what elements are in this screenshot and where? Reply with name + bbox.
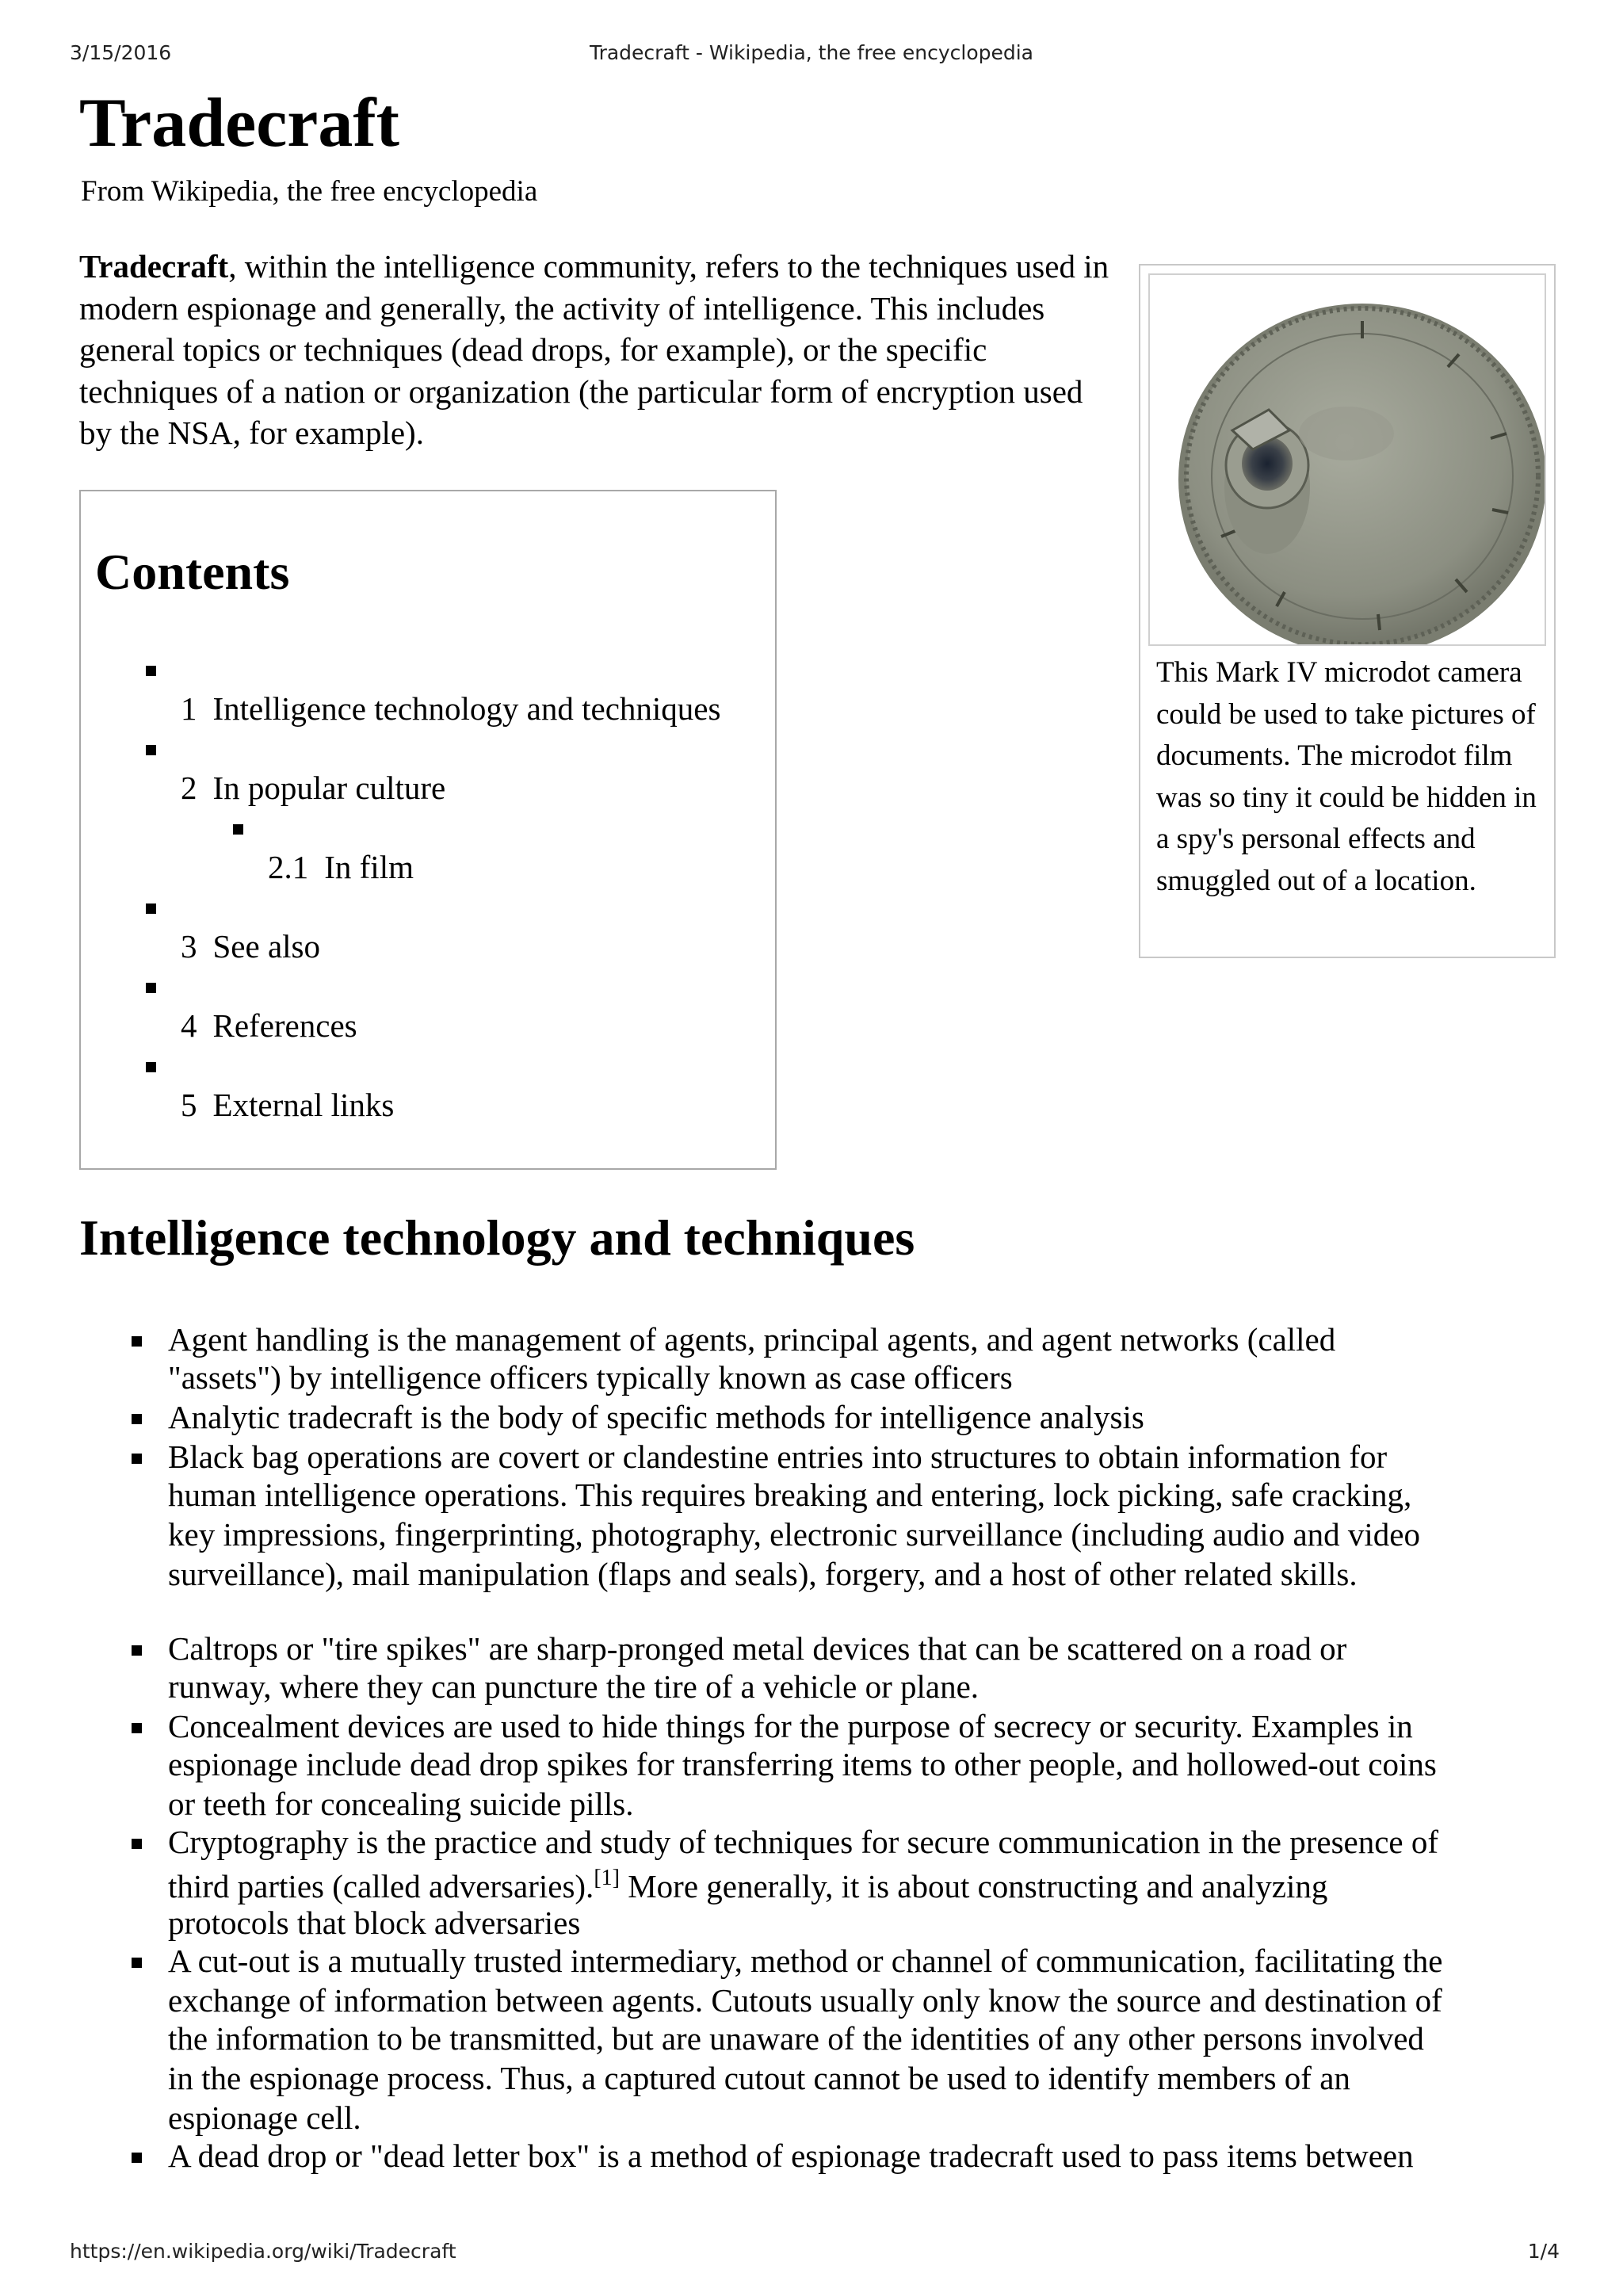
list-item-line (168, 2020, 1424, 2057)
list-item-line (168, 1826, 1438, 1859)
list-item-text: Cryptography is the practice and study of techniques for secure communication in the presence of (168, 1824, 1439, 1860)
toc-number: 1 (181, 690, 197, 727)
toc-label: References (212, 1007, 357, 1044)
list-item-line (168, 1867, 1327, 1903)
list-item-line (168, 1479, 1411, 1511)
toc-label: External links (212, 1087, 395, 1123)
print-page-number: 1/4 (1527, 2240, 1560, 2263)
list-item-line (168, 1558, 1358, 1591)
intro-text: , within the intelligence community, refers to the techniques used in modern espionage and generally, the activity of intelligence. This includes general topics or techniques (dead drops, for example), or the specific techniques of a nation or organization (the particular form of encryption used by the NSA, for example). (79, 248, 1109, 451)
list-bullet (132, 1336, 142, 1347)
list-item-line (168, 1321, 1336, 1358)
list-item-text: Concealment devices are used to hide things for the purpose of secrecy or security. Examples in (168, 1708, 1413, 1744)
list-item-line (168, 1710, 1413, 1743)
list-item-text: exchange of information between agents. Cutouts usually only know the source and destination of (168, 1982, 1442, 2019)
list-item-text: key impressions, fingerprinting, photography, electronic surveillance (including audio and video (168, 1516, 1420, 1553)
list-item-line (168, 1748, 1437, 1781)
list-item-text: the information to be transmitted, but are unaware of the identities of any other persons involved (168, 2020, 1424, 2057)
list-item-text: third parties (called adversaries). (168, 1868, 594, 1904)
page-tagline: From Wikipedia, the free encyclopedia (81, 175, 538, 208)
list-item-line (168, 1668, 980, 1705)
list-item-text: A dead drop or "dead letter box" is a method of espionage tradecraft used to pass items between (168, 2137, 1414, 2174)
toc-number: 3 (181, 928, 197, 965)
list-item-text: espionage include dead drop spikes for transferring items to other people, and hollowed-out coins (168, 1746, 1437, 1782)
list-bullet (132, 1839, 142, 1849)
list-item-text: human intelligence operations. This requires breaking and entering, lock picking, safe cracking, (168, 1477, 1412, 1513)
list-item-line (168, 1630, 1347, 1667)
toc-label: See also (212, 928, 320, 965)
list-bullet (132, 1454, 142, 1464)
list-item-text: in the espionage process. Thus, a captured cutout cannot be used to identify members of an (168, 2060, 1350, 2096)
list-item-line (168, 1945, 1442, 1977)
list-item-text: Black bag operations are covert or clandestine entries into structures to obtain information for (168, 1438, 1388, 1475)
toc-number: 4 (181, 1007, 197, 1044)
list-item-line (168, 1401, 1144, 1434)
toc-number: 2 (181, 770, 197, 806)
list-bullet (132, 1414, 142, 1424)
reference-link[interactable]: [1] (594, 1866, 620, 1890)
list-item-line (168, 1982, 1442, 2019)
list-item-text: More generally, it is about constructing and analyzing (619, 1868, 1328, 1904)
list-item-line (168, 1788, 633, 1820)
toc-title: Contents (95, 544, 290, 600)
page-title: Tradecraft (79, 85, 399, 162)
list-item-text: Caltrops or "tire spikes" are sharp-pronged metal devices that can be scattered on a road or (168, 1630, 1347, 1667)
toc-number: 2.1 (268, 849, 309, 885)
print-url[interactable]: https://en.wikipedia.org/wiki/Tradecraft (70, 2240, 456, 2263)
list-bullet (132, 1645, 142, 1656)
toc-label: In popular culture (212, 770, 446, 806)
list-item-text: protocols that block adversaries (168, 1904, 581, 1941)
toc-label: Intelligence technology and techniques (212, 690, 721, 727)
list-item-text: Agent handling is the management of agents, principal agents, and agent networks (called (168, 1321, 1336, 1358)
list-item-line (168, 2062, 1350, 2095)
list-bullet (132, 2153, 142, 2163)
intro-term: Tradecraft (79, 248, 229, 285)
list-item-line (168, 1359, 1013, 1396)
print-page-title: Tradecraft - Wikipedia, the free encyclopedia (589, 41, 1034, 64)
list-item-text: runway, where they can puncture the tire of a vehicle or plane. (168, 1668, 980, 1705)
list-item-text: or teeth for concealing suicide pills. (168, 1786, 634, 1822)
list-item-text: espionage cell. (168, 2099, 361, 2136)
toc-number: 5 (181, 1087, 197, 1123)
toc-label: In film (324, 849, 414, 885)
list-item-line (168, 2137, 1414, 2174)
list-item-text: A cut-out is a mutually trusted intermediary, method or channel of communication, facilitating the (168, 1943, 1443, 1979)
list-bullet (132, 1958, 142, 1968)
list-item-text: surveillance), mail manipulation (flaps and seals), forgery, and a host of other related skills. (168, 1556, 1358, 1592)
list-item-line (168, 1516, 1420, 1553)
print-date: 3/15/2016 (70, 41, 172, 64)
list-item-text: Analytic tradecraft is the body of specific methods for intelligence analysis (168, 1399, 1144, 1435)
list-item-line (168, 2099, 361, 2136)
infobox-caption: This Mark IV microdot camera could be used to take pictures of documents. The microdot film was so tiny it could be hidden in a spy's personal effects and smuggled out of a location. (1156, 656, 1537, 897)
list-bullet (132, 1723, 142, 1733)
list-item-text: "assets") by intelligence officers typically known as case officers (168, 1359, 1013, 1396)
list-item-line (168, 1904, 581, 1941)
list-item-line (168, 1438, 1388, 1475)
section-heading: Intelligence technology and techniques (79, 1209, 915, 1266)
